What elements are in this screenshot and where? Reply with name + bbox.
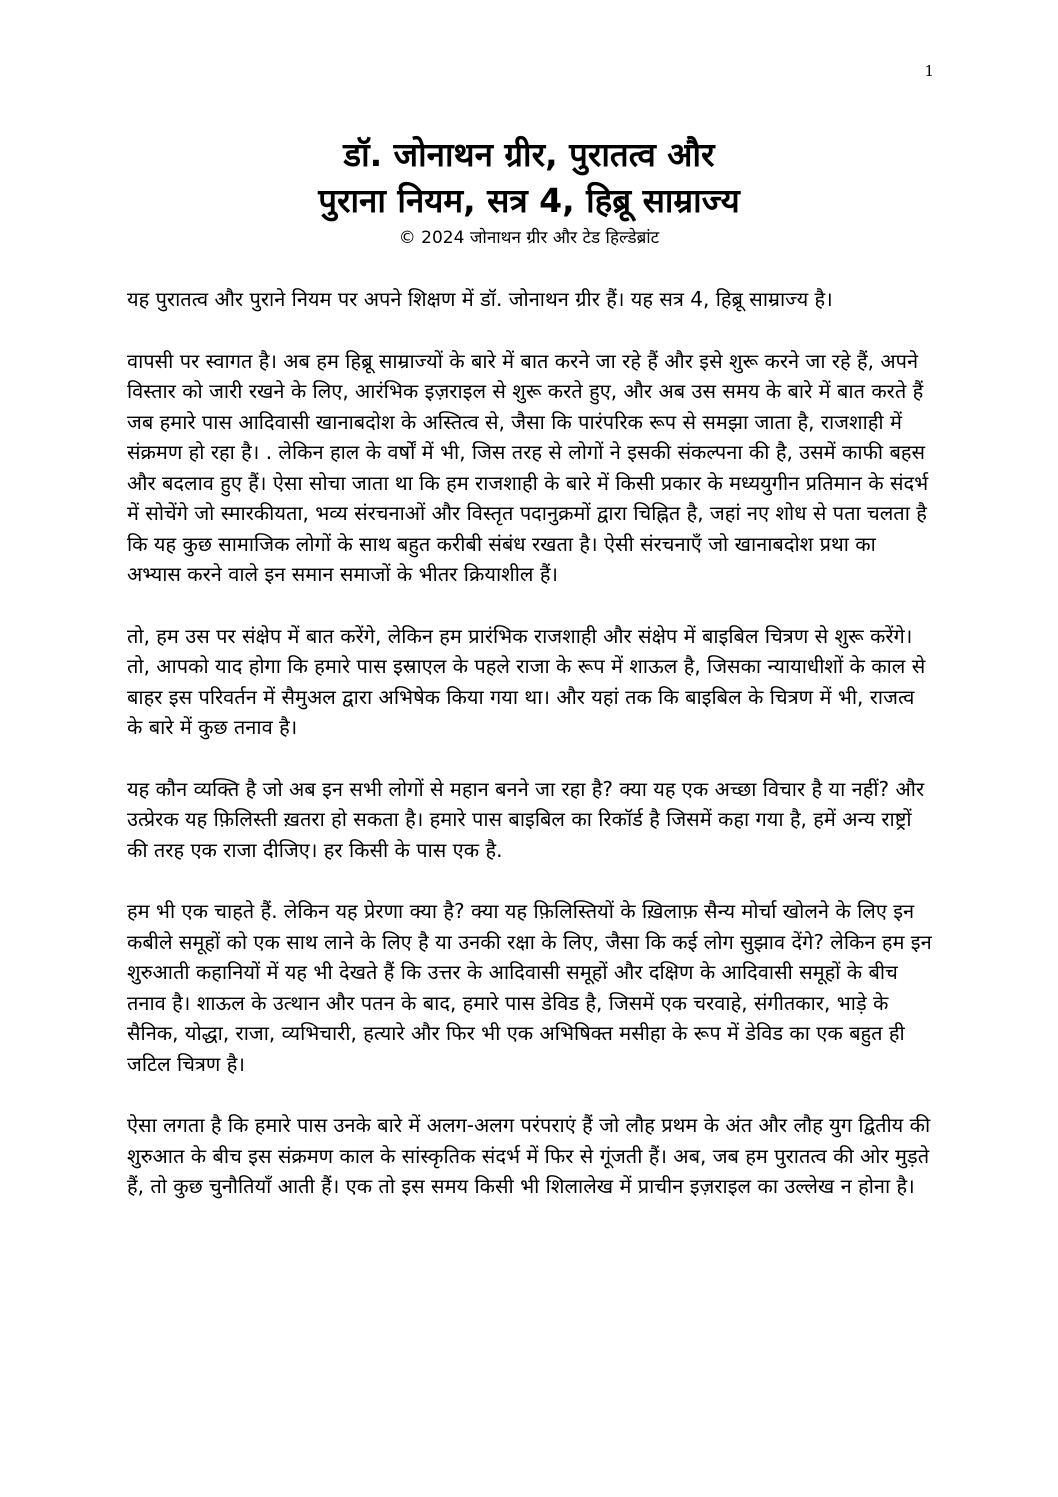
paragraph-king-question: यह कौन व्यक्ति है जो अब इन सभी लोगों से महान बनने जा रहा है? क्या यह एक अच्छा विचार है या नहीं? और उत्प्रेरक यह फ़िलिस्ती ख़तरा हो सकता है। हमारे पास बाइबिल का रिकॉर्ड है जिसमें कहा गया है, हमें अन्य राष्ट्रों की तरह एक राजा दीजिए। हर किसी के पास एक है. [127,776,925,862]
document-body [127,284,933,1233]
page-number: 1 [924,62,934,80]
document-header [0,132,1058,250]
copyright-notice: © 2024 जोनाथन ग्रीर और टेड हिल्डेब्रांट [398,228,660,248]
paragraph-motivation: हम भी एक चाहते हैं. लेकिन यह प्रेरणा क्या है? क्या यह फ़िलिस्तियों के ख़िलाफ़ सैन्य मोर्चा खोलने के लिए इन कबीले समूहों को एक साथ लाने के लिए है या उनकी रक्षा के लिए, जैसा कि कई लोग सुझाव देंगे? लेकिन हम इन शुरुआती कहानियों में यह भी देखते हैं कि उत्तर के आदिवासी समूहों और दक्षिण के आदिवासी समूहों के बीच तनाव है। शाऊल के उत्थान और पतन के बाद, हमारे पास डेविड है, जिसमें एक चरवाहे, संगीतकार, भाड़े के सैनिक, योद्धा, राजा, व्यभिचारी, हत्यारे और फिर भी एक अभिषिक्त मसीहा के रूप में डेविड का एक बहुत ही जटिल चित्रण है। [127,899,932,1076]
page-title-line-2: पुराना नियम, सत्र 4, हिब्रू साम्राज्य [318,181,740,220]
page-title-line-1: डॉ. जोनाथन ग्रीर, पुरातत्व और [343,135,715,174]
paragraph-welcome: वापसी पर स्वागत है। अब हम हिब्रू साम्राज्यों के बारे में बात करने जा रहे हैं और इसे शुरू करने जा रहे हैं, अपने विस्तार को जारी रखने के लिए, आरंभिक इज़राइल से शुरू करते हुए, और अब उस समय के बारे में बात करते हैं जब हमारे पास आदिवासी खानाबदोश के अस्तित्व से, जैसा कि पारंपरिक रूप से समझा जाता है, राजशाही में संक्रमण हो रहा है। . लेकिन हाल के वर्षों में भी, जिस तरह से लोगों ने इसकी संकल्पना की है, उसमें काफी बहस और बदलाव हुए हैं। ऐसा सोचा जाता था कि हम राजशाही के बारे में किसी प्रकार के मध्ययुगीन प्रतिमान के संदर्भ में सोचेंगे जो स्मारकीयता, भव्य संरचनाओं और विस्तृत पदानुक्रमों द्वारा चिह्नित है, जहां नए शोध से पता चलता है कि यह कुछ सामाजिक लोगों के साथ बहुत करीबी संबंध रखता है। ऐसी संरचनाएँ जो खानाबदोश प्रथा का अभ्यास करने वाले इन समान समाजों के भीतर क्रियाशील हैं। [127,348,929,586]
paragraph-intro: यह पुरातत्व और पुराने नियम पर अपने शिक्षण में डॉ. जोनाथन ग्रीर हैं। यह सत्र 4, हिब्रू साम्राज्य है। [127,287,833,311]
paragraph-traditions: ऐसा लगता है कि हमारे पास उनके बारे में अलग-अलग परंपराएं हैं जो लौह प्रथम के अंत और लौह युग द्वितीय की शुरुआत के बीच इस संक्रमण काल के सांस्कृतिक संदर्भ में फिर से गूंजती हैं। अब, जब हम पुरातत्व की ओर मुड़ते हैं, तो कुछ चुनौतियाँ आती हैं। एक तो इस समय किसी भी शिलालेख में प्राचीन इज़राइल का उल्लेख न होना है। [127,1113,931,1198]
paragraph-early-monarchy: तो, हम उस पर संक्षेप में बात करेंगे, लेकिन हम प्रारंभिक राजशाही और संक्षेप में बाइबिल चित्रण से शुरू करेंगे। तो, आपको याद होगा कि हमारे पास इस्राएल के पहले राजा के रूप में शाऊल है, जिसका न्यायाधीशों के काल से बाहर इस परिवर्तन में सैमुअल द्वारा अभिषेक किया गया था। और यहां तक कि बाइबिल के चित्रण में भी, राजत्व के बारे में कुछ तनाव है। [127,623,926,739]
